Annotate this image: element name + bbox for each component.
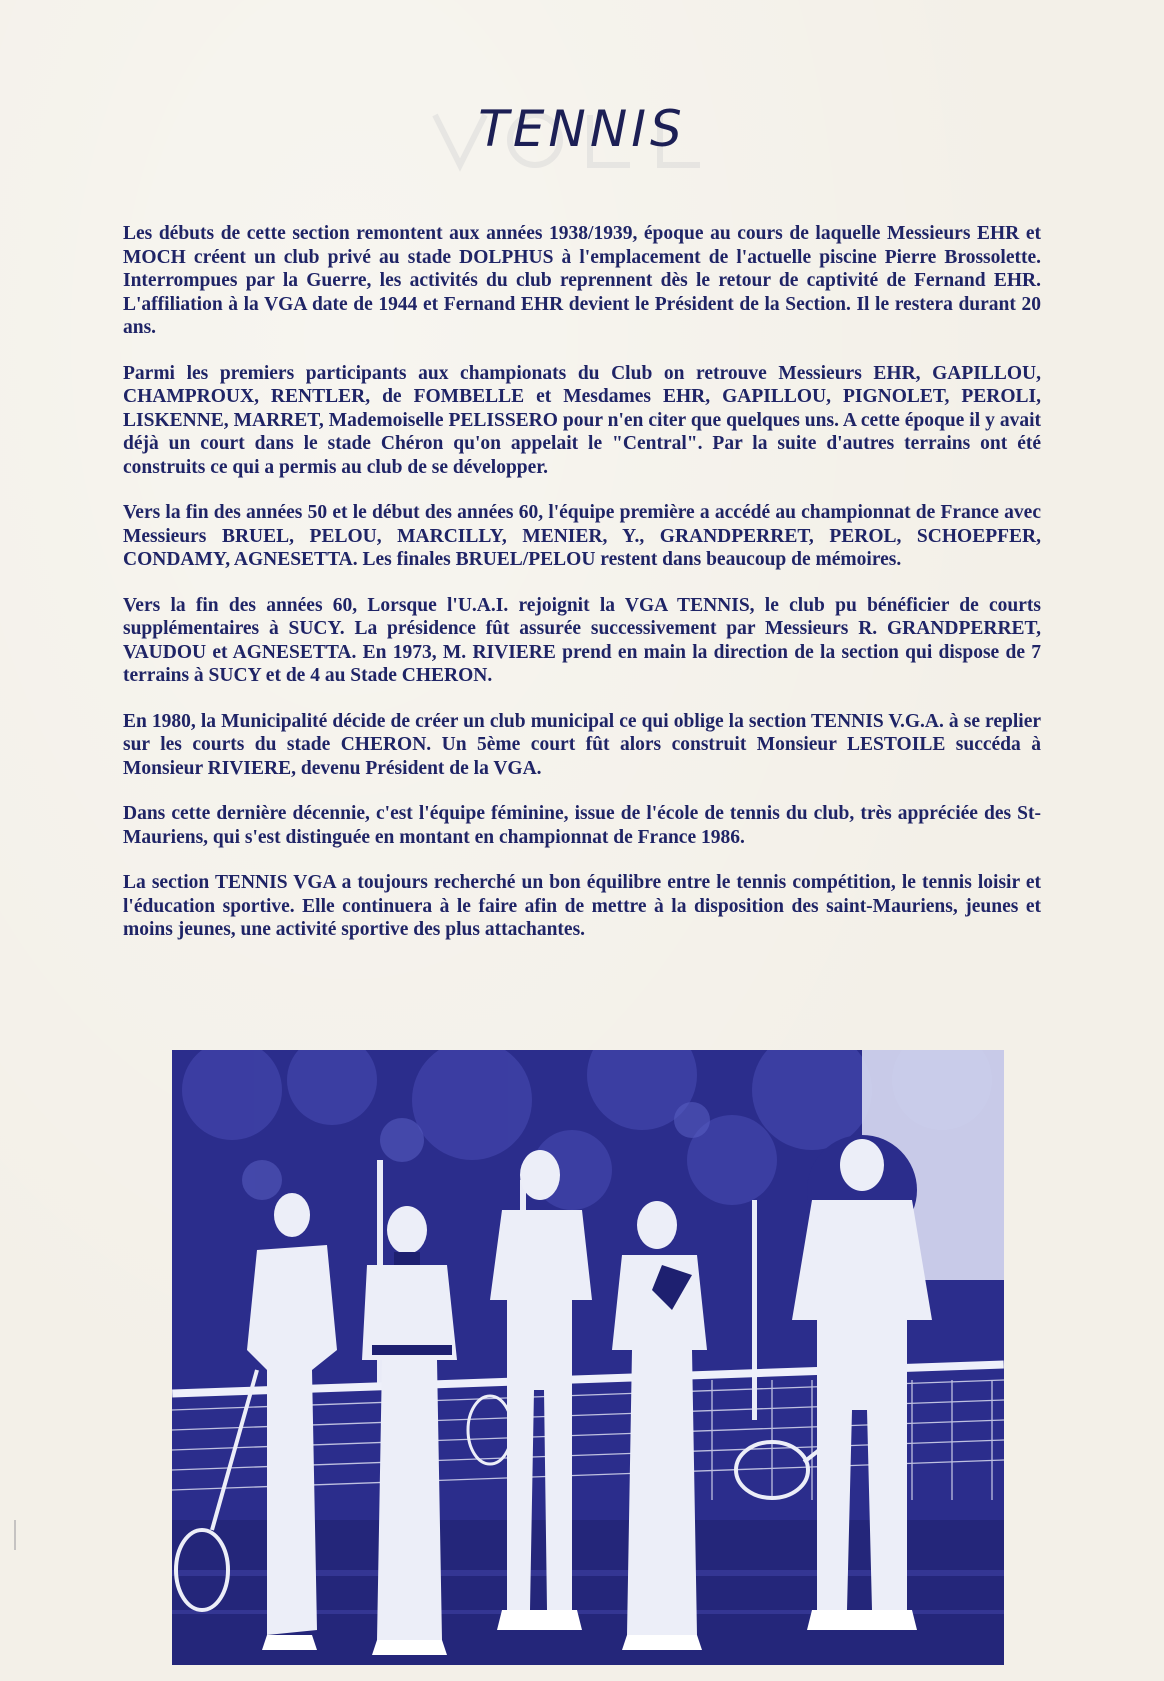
paragraph-balance: La section TENNIS VGA a toujours recherché un bon équilibre entre le tennis compétition, le tennis loisir et l'éducation sportive. Elle continuera à le faire afin de mettre à la disposition des saint-Mauriens, jeunes et moins jeunes, une activité sportive des plus attachantes. <box>123 872 1041 940</box>
paragraph-uai-sucy: Vers la fin des années 60, Lorsque l'U.A.I. rejoignit la VGA TENNIS, le club pu bénéficier de courts supplémentaires à SUCY. La présidence fût assurée successivement par Messieurs R. GRANDPERRET, VAUDOU et AGNESETTA. En 1973, M. RIVIERE prend en main la direction de la section qui dispose de 7 terrains à SUCY et de 4 au Stade CHERON. <box>123 594 1041 686</box>
article-body <box>123 222 1041 964</box>
paragraph-1980: En 1980, la Municipalité décide de créer un club municipal ce qui oblige la section TENNIS V.G.A. à se replier sur les courts du stade CHERON. Un 5ème court fût alors construit Monsieur LESTOILE succéda à Monsieur RIVIERE, devenu Président de la VGA. <box>123 710 1041 779</box>
page-title: TENNIS <box>478 100 686 158</box>
margin-mark <box>12 1520 18 1550</box>
paragraph-fifties-sixties: Vers la fin des années 50 et le début des années 60, l'équipe première a accédé au championnat de France avec Messieurs BRUEL, PELOU, MARCILLY, MENIER, Y., GRANDPERRET, PEROL, SCHOEPFER, CONDAMY, AGNESETTA. Les finales BRUEL/PELOU restent dans beaucoup de mémoires. <box>123 502 1041 570</box>
team-photo <box>172 1050 1004 1665</box>
paragraph-last-decade: Dans cette dernière décennie, c'est l'équipe féminine, issue de l'école de tennis du club, très appréciée des St-Mauriens, qui s'est distinguée en montant en championnat de France 1986. <box>123 803 1041 848</box>
paragraph-origins: Les débuts de cette section remontent aux années 1938/1939, époque au cours de laquelle Messieurs EHR et MOCH créent un club privé au stade DOLPHUS à l'emplacement de l'actuelle piscine Pierre Brossolette. Interrompues par la Guerre, les activités du club reprennent dès le retour de captivité de Fernand EHR. L'affiliation à la VGA date de 1944 et Fernand EHR devient le Président de la Section. Il le restera durant 20 ans. <box>123 223 1041 338</box>
paragraph-first-participants: Parmi les premiers participants aux championats du Club on retrouve Messieurs EHR, GAPILLOU, CHAMPROUX, RENTLER, de FOMBELLE et Mesdames EHR, GAPILLOU, PIGNOLET, PEROLI, LISKENNE, MARRET, Mademoiselle PELISSERO pour n'en citer que quelques uns. A cette époque il y avait déjà un court dans le stade Chéron qu'on appelait le "Central". Par la suite d'autres terrains ont été construits ce qui a permis au club de se développer. <box>123 362 1041 478</box>
